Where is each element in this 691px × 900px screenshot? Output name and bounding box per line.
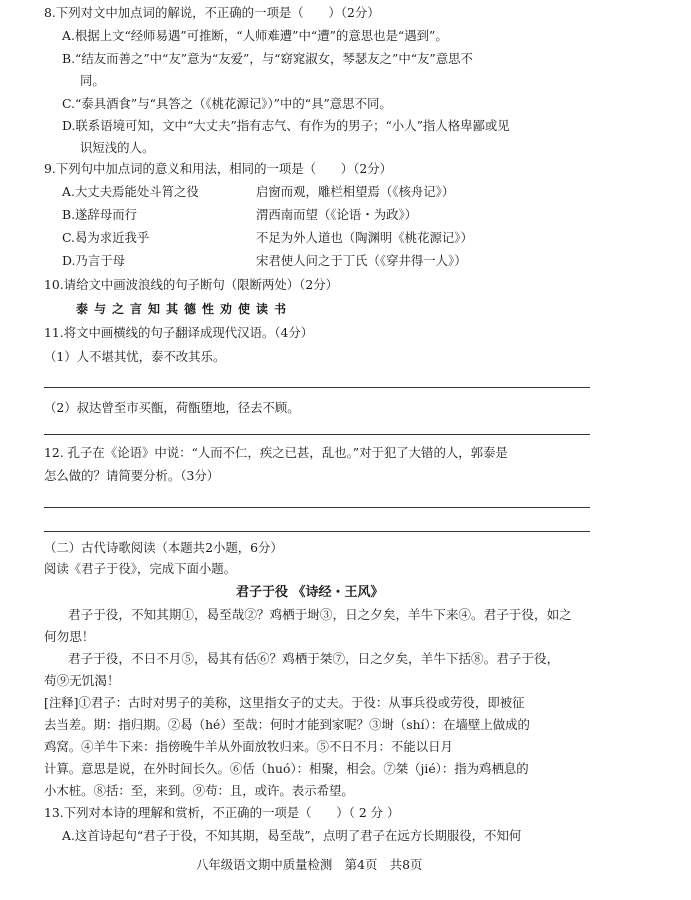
section-intro: 阅读《君子于役》，完成下面小题。 bbox=[44, 561, 237, 576]
q8-option-c: C.“泰具酒食”与“具答之（《桃花源记》）”中的“具”意思不同。 bbox=[62, 96, 392, 111]
q8-option-b: B.“结友而善之”中“友”意为“友爱”，与“窈窕淑女，琴瑟友之”中“友”意思不 bbox=[62, 51, 473, 66]
poem-stanza-2: 君子于役，不日不月⑤，曷其有佸⑥？鸡栖于桀⑦，日之夕矣，羊牛下括⑧。君子于役， bbox=[68, 651, 560, 666]
q8-option-d: D.联系语境可知，文中“大丈夫”指有志气、有作为的男子；“小人”指人格卑鄙或见 bbox=[62, 118, 510, 133]
q9-option-a-left: A.大丈夫焉能处斗筲之役 bbox=[62, 184, 199, 199]
q8-option-d-cont: 识短浅的人。 bbox=[80, 140, 155, 155]
annotation: 去当差。期：指归期。②曷（hé）至哉：何时才能到家呢？③埘（shí）：在墙壁上做成的 bbox=[44, 717, 530, 732]
q12-text-cont: 怎么做的？请简要分析。（3分） bbox=[44, 468, 220, 483]
q9-option-d-left: D.乃言于母 bbox=[62, 253, 125, 268]
page-footer: 八年级语文期中质量检测 第4页 共8页 bbox=[196, 857, 423, 872]
section-heading: （二）古代诗歌阅读（本题共2小题，6分） bbox=[44, 540, 283, 555]
q8-option-b-cont: 同。 bbox=[80, 73, 105, 88]
q10-stem: 10.请给文中画波浪线的句子断句（限断两处）（2分） bbox=[44, 277, 338, 292]
q13-option-a: A.这首诗起句“君子于役，不知其期，曷至哉”，点明了君子在远方长期服役，不知何 bbox=[62, 828, 522, 843]
q11-sentence-2: （2）叔达曾至市买甑，荷甑堕地，径去不顾。 bbox=[44, 400, 300, 415]
poem-title: 君子于役 《诗经・王风》 bbox=[236, 585, 384, 600]
q10-sentence: 泰与之言知其德性劝使读书 bbox=[76, 302, 293, 316]
answer-line[interactable] bbox=[44, 531, 590, 532]
q9-stem: 9.下列句中加点词的意义和用法，相同的一项是（ ）（2分） bbox=[44, 161, 393, 176]
poem-stanza-2-cont: 苟⑨无饥渴！ bbox=[44, 673, 120, 688]
q9-option-c-right: 不足为外人道也（陶渊明《桃花源记》） bbox=[256, 230, 473, 245]
answer-line[interactable] bbox=[44, 387, 590, 388]
poem-stanza-1-cont: 何勿思！ bbox=[44, 629, 95, 644]
q9-option-b-left: B.遂辞母而行 bbox=[62, 207, 137, 222]
answer-line[interactable] bbox=[44, 434, 590, 435]
q8-option-a: A.根据上文“经师易遇”可推断，“人师难遭”中“遭”的意思也是“遇到”。 bbox=[62, 28, 448, 43]
q11-sentence-1: （1）人不堪其忧，泰不改其乐。 bbox=[44, 349, 226, 364]
annotation: 鸡窝。④羊牛下来：指傍晚牛羊从外面放牧归来。⑤不日不月：不能以日月 bbox=[44, 739, 453, 754]
q9-option-a-right: 启窗而观，雕栏相望焉（《核舟记》） bbox=[256, 184, 455, 199]
q12-text: 12. 孔子在《论语》中说：“人而不仁，疾之已甚，乱也。”对于犯了大错的人，郭泰是 bbox=[44, 445, 508, 460]
q13-stem: 13.下列对本诗的理解和赏析，不正确的一项是（ ）（ 2 分 ） bbox=[44, 805, 400, 820]
q9-option-b-right: 渭西南而望（《论语・为政》） bbox=[256, 207, 418, 222]
q11-stem: 11.将文中画横线的句子翻译成现代汉语。（4分） bbox=[44, 325, 314, 340]
answer-line[interactable] bbox=[44, 507, 590, 508]
q9-option-c-left: C.曷为求近我乎 bbox=[62, 230, 150, 245]
q8-stem: 8.下列对文中加点词的解说，不正确的一项是（ ）（2分） bbox=[44, 5, 380, 20]
annotation: 小木桩。⑧括：至，来到。⑨苟：且，或许。表示希望。 bbox=[44, 783, 354, 798]
q9-option-d-right: 宋君使人问之于丁氏（《穿井得一人》） bbox=[256, 253, 467, 268]
annotation: [注释]①君子：古时对男子的美称，这里指女子的丈夫。于役：从事兵役或劳役，即被征 bbox=[44, 695, 525, 710]
poem-stanza-1: 君子于役，不知其期①，曷至哉②？鸡栖于埘③，日之夕矣，羊牛下来④。君子于役，如之 bbox=[68, 607, 572, 622]
annotation: 计算。意思是说，在外时间长久。⑥佸（huó）：相聚，相会。⑦桀（jié）：指为鸡栖息的 bbox=[44, 761, 529, 776]
